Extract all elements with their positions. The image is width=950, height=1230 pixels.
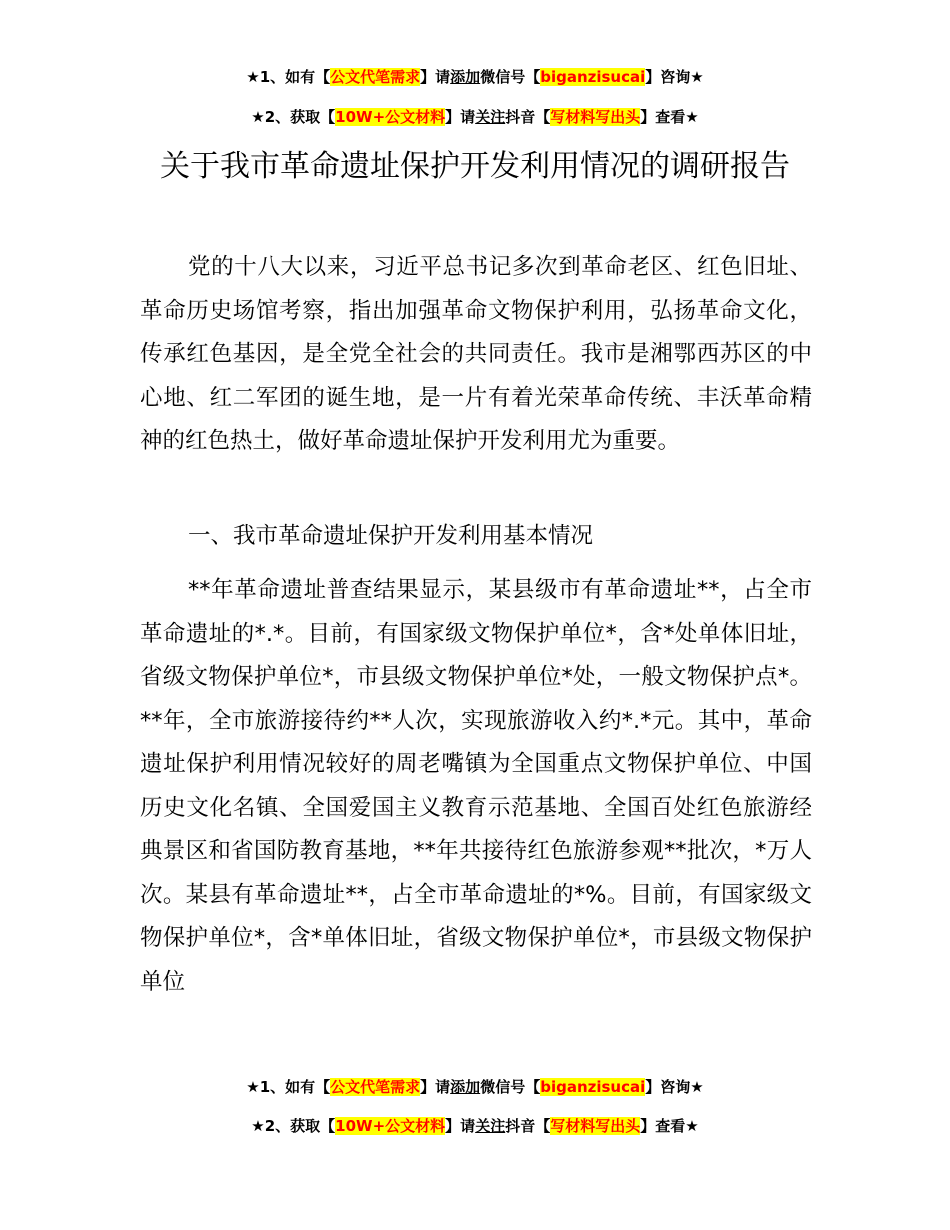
notice-text: 2、获取【 — [264, 108, 336, 126]
notice-text: 】请 — [420, 1078, 451, 1096]
star-icon: ★ — [246, 1078, 260, 1096]
highlight-text: 写材料写出头 — [550, 1117, 641, 1135]
star-icon: ★ — [690, 1078, 704, 1096]
notice-text: 】咨询 — [645, 68, 691, 86]
highlight-text: biganzisucai — [540, 1078, 646, 1096]
notice-text: 微信号【 — [480, 68, 541, 86]
highlight-text: biganzisucai — [540, 68, 646, 86]
notice-text: 抖音【 — [505, 108, 551, 126]
notice-text: 】查看 — [640, 108, 686, 126]
intro-paragraph: 党的十八大以来，习近平总书记多次到革命老区、红色旧址、革命历史场馆考察，指出加强革命文物保护利用，弘扬革命文化，传承红色基因，是全党全社会的共同责任。我市是湘鄂西苏区的中心地、红二军团的诞生地，是一片有着光荣革命传统、丰沃革命精神的红色热土，做好革命遗址保护开发利用尤为重要。 — [140, 254, 812, 454]
star-icon: ★ — [251, 1117, 265, 1135]
notice-text: 】咨询 — [645, 1078, 691, 1096]
document-title: 关于我市革命遗址保护开发利用情况的调研报告 — [160, 149, 790, 184]
highlight-text: 写材料写出头 — [550, 108, 641, 126]
body-paragraph: **年革命遗址普查结果显示，某县级市有革命遗址**，占全市革命遗址的*.*。目前，有国家级文物保护单位*，含*处单体旧址，省级文物保护单位*，市县级文物保护单位*处，一般文物保护点*。**年，全市旅游接待约**人次，实现旅游收入约*.*元。其中，革命遗址保护利用情况较好的周老嘴镇为全国重点文物保护单位、中国历史文化名镇、全国爱国主义教育示范基地、全国百处红色旅游经典景区和省国防教育基地，**年共接待红色旅游参观**批次，*万人次。某县有革命遗址**，占全市革命遗址的*%。目前，有国家级文物保护单位*，含*单体旧址，省级文物保护单位*，市县级文物保护单位 — [140, 577, 812, 995]
star-icon: ★ — [690, 68, 704, 86]
header-notice-line-2 — [0, 106, 950, 128]
notice-text: 】请 — [420, 68, 451, 86]
highlight-text: 公文代笔需求 — [330, 68, 421, 86]
notice-text: 】请 — [445, 1117, 476, 1135]
notice-text: 2、获取【 — [264, 1117, 336, 1135]
notice-text: 】查看 — [640, 1117, 686, 1135]
highlight-text: 10W+公文材料 — [335, 108, 446, 126]
header-notice-line-1 — [0, 66, 950, 88]
underlined-text: 关注 — [475, 108, 506, 126]
notice-text: 1、如有【 — [259, 68, 331, 86]
star-icon: ★ — [246, 68, 260, 86]
underlined-text: 添加 — [450, 1078, 481, 1096]
star-icon: ★ — [685, 108, 699, 126]
notice-text: 】请 — [445, 108, 476, 126]
underlined-text: 添加 — [450, 68, 481, 86]
star-icon: ★ — [251, 108, 265, 126]
notice-text: 1、如有【 — [259, 1078, 331, 1096]
section-heading: 一、我市革命遗址保护开发利用基本情况 — [188, 523, 594, 549]
notice-text: 抖音【 — [505, 1117, 551, 1135]
highlight-text: 公文代笔需求 — [330, 1078, 421, 1096]
underlined-text: 关注 — [475, 1117, 506, 1135]
footer-notice-line-2 — [0, 1115, 950, 1137]
footer-notice-line-1 — [0, 1076, 950, 1098]
highlight-text: 10W+公文材料 — [335, 1117, 446, 1135]
notice-text: 微信号【 — [480, 1078, 541, 1096]
star-icon: ★ — [685, 1117, 699, 1135]
